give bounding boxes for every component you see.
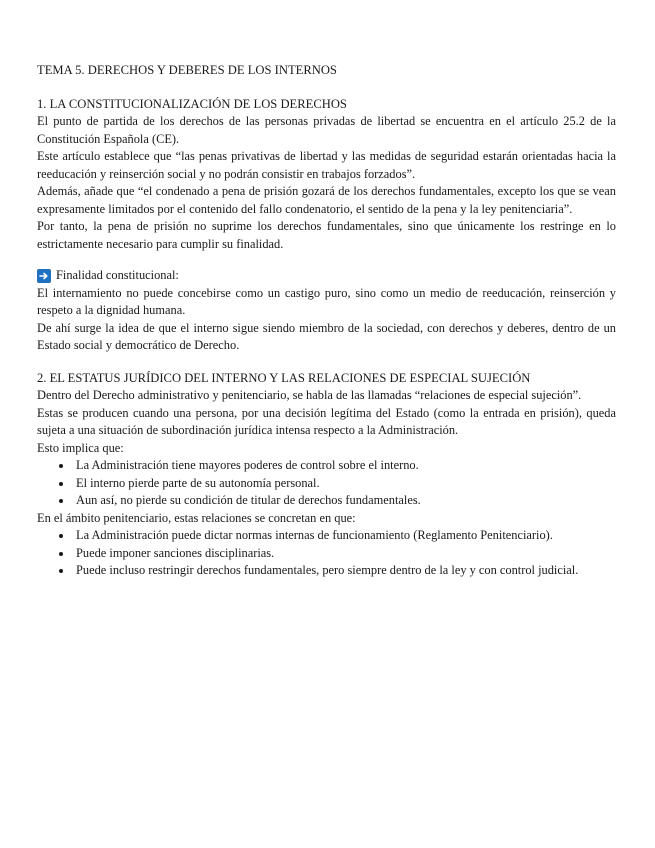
bullet-icon [59, 569, 63, 573]
list-item-text: Puede imponer sanciones disciplinarias. [76, 545, 275, 560]
paragraph: El punto de partida de los derechos de las personas privadas de libertad se encuentra en el artículo 25.2 de la Constitución Española (CE). [37, 114, 616, 146]
paragraph: Por tanto, la pena de prisión no suprime los derechos fundamentales, sino que únicamente los restringe en lo estrictamente necesario para cumplir su finalidad. [37, 219, 616, 251]
callout-finalidad [37, 267, 616, 285]
bullet-icon [59, 464, 63, 468]
list-item-text: La Administración puede dictar normas internas de funcionamiento (Reglamento Penitenciario). [76, 528, 553, 542]
bullet-icon [59, 552, 63, 556]
list-item-text: La Administración tiene mayores poderes de control sobre el interno. [76, 458, 419, 472]
list-item-text: Puede incluso restringir derechos fundamentales, pero siempre dentro de la ley y con control judicial. [76, 563, 579, 577]
callout-label: Finalidad constitucional: [56, 268, 179, 282]
section-2-heading: 2. EL ESTATUS JURÍDICO DEL INTERNO Y LAS RELACIONES DE ESPECIAL SUJECIÓN [37, 370, 531, 385]
paragraph: Además, añade que “el condenado a pena de prisión gozará de los derechos fundamentales, excepto los que se vean expresamente limitados por el contenido del fallo condenatorio, el sentido de la pena y la ley penitenciaria”. [37, 184, 616, 216]
bullet-icon [59, 499, 63, 503]
list-item [76, 475, 616, 493]
bullet-icon [59, 482, 63, 486]
paragraph: Este artículo establece que “las penas privativas de libertad y las medidas de seguridad estarán orientadas hacia la reeducación y reinserción social y no podrán consistir en trabajos forzados”. [37, 149, 616, 181]
list-item [76, 545, 616, 563]
paragraph: En el ámbito penitenciario, estas relaciones se concretan en que: [37, 510, 356, 525]
bullet-list-concretion [37, 527, 616, 580]
paragraph: Esto implica que: [37, 440, 124, 455]
document-title: TEMA 5. DERECHOS Y DEBERES DE LOS INTERNOS [37, 63, 337, 77]
list-item-text: El interno pierde parte de su autonomía personal. [76, 475, 320, 490]
bullet-list-implications [37, 457, 616, 510]
bullet-icon [59, 534, 63, 538]
paragraph: De ahí surge la idea de que el interno sigue siendo miembro de la sociedad, con derechos y deberes, dentro de un Estado social y democrático de Derecho. [37, 320, 616, 352]
paragraph: El internamiento no puede concebirse como un castigo puro, sino como un medio de reeducación, reinserción y respeto a la dignidad humana. [37, 285, 616, 317]
list-item-text: Aun así, no pierde su condición de titular de derechos fundamentales. [76, 493, 421, 507]
section-1-heading: 1. LA CONSTITUCIONALIZACIÓN DE LOS DERECHOS [37, 96, 347, 111]
right-arrow-icon [37, 269, 51, 283]
list-item [76, 562, 616, 580]
list-item [76, 457, 616, 475]
document-page [37, 62, 616, 580]
list-item [76, 527, 616, 545]
list-item [76, 492, 616, 510]
paragraph: Estas se producen cuando una persona, por una decisión legítima del Estado (como la entrada en prisión), queda sujeta a una situación de subordinación jurídica intensa respecto a la Administración. [37, 405, 616, 437]
paragraph: Dentro del Derecho administrativo y penitenciario, se habla de las llamadas “relaciones de especial sujeción”. [37, 388, 582, 402]
